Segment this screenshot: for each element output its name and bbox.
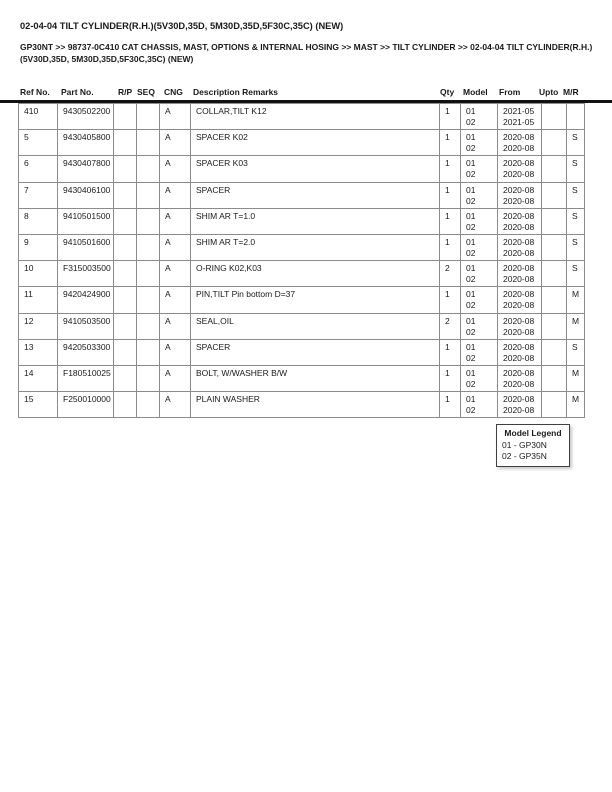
cell-upto [542, 234, 567, 260]
cell-models: 01 02 [461, 287, 498, 313]
model-legend-item: 02 - GP35N [502, 451, 547, 461]
model-legend [496, 424, 570, 467]
cell-models: 01 02 [461, 339, 498, 365]
table-row [19, 365, 585, 391]
cell-part: 9430405800 [58, 130, 114, 156]
cell-desc: SHIM AR T=2.0 [191, 234, 440, 260]
cell-part: 9420503300 [58, 339, 114, 365]
cell-models: 01 02 [461, 182, 498, 208]
cell-models: 01 02 [461, 208, 498, 234]
cell-part: 9430502200 [58, 104, 114, 130]
cell-rp [114, 392, 137, 418]
cell-mr [567, 104, 585, 130]
cell-cng: A [160, 313, 191, 339]
cell-qty: 1 [440, 234, 461, 260]
column-header-ref-no: Ref No. [20, 87, 50, 97]
cell-upto [542, 182, 567, 208]
cell-qty: 2 [440, 313, 461, 339]
cell-from: 2020-08 2020-08 [498, 208, 542, 234]
cell-ref: 5 [19, 130, 58, 156]
cell-ref: 9 [19, 234, 58, 260]
cell-ref: 15 [19, 392, 58, 418]
cell-qty: 1 [440, 104, 461, 130]
cell-part: 9430406100 [58, 182, 114, 208]
cell-desc: SEAL,OIL [191, 313, 440, 339]
cell-upto [542, 287, 567, 313]
cell-desc: SPACER K02 [191, 130, 440, 156]
cell-mr: M [567, 365, 585, 391]
cell-models: 01 02 [461, 234, 498, 260]
cell-seq [137, 104, 160, 130]
cell-qty: 1 [440, 130, 461, 156]
cell-rp [114, 234, 137, 260]
cell-rp [114, 156, 137, 182]
cell-cng: A [160, 339, 191, 365]
cell-desc: SHIM AR T=1.0 [191, 208, 440, 234]
cell-part: 9410501600 [58, 234, 114, 260]
cell-upto [542, 313, 567, 339]
column-header-upto: Upto [539, 87, 559, 97]
table-row [19, 156, 585, 182]
cell-from: 2020-08 2020-08 [498, 182, 542, 208]
cell-desc: BOLT, W/WASHER B/W [191, 365, 440, 391]
column-header-description: Description Remarks [193, 87, 279, 97]
cell-from: 2020-08 2020-08 [498, 130, 542, 156]
cell-upto [542, 261, 567, 287]
table-row [19, 104, 585, 130]
cell-models: 01 02 [461, 156, 498, 182]
cell-desc: O-RING K02,K03 [191, 261, 440, 287]
cell-part: 9420424900 [58, 287, 114, 313]
cell-qty: 1 [440, 156, 461, 182]
cell-cng: A [160, 104, 191, 130]
cell-desc: PIN,TILT Pin bottom D=37 [191, 287, 440, 313]
cell-seq [137, 287, 160, 313]
table-row [19, 208, 585, 234]
cell-models: 01 02 [461, 104, 498, 130]
column-header-rp: R/P [118, 87, 133, 97]
cell-desc: COLLAR,TILT K12 [191, 104, 440, 130]
model-legend-title: Model Legend [504, 428, 562, 438]
cell-rp [114, 339, 137, 365]
cell-part: 9410501500 [58, 208, 114, 234]
cell-upto [542, 365, 567, 391]
cell-ref: 6 [19, 156, 58, 182]
cell-desc: SPACER [191, 182, 440, 208]
cell-mr: M [567, 313, 585, 339]
cell-seq [137, 261, 160, 287]
column-header-model: Model [463, 87, 488, 97]
cell-upto [542, 104, 567, 130]
cell-seq [137, 234, 160, 260]
cell-from: 2020-08 2020-08 [498, 392, 542, 418]
cell-rp [114, 287, 137, 313]
cell-upto [542, 339, 567, 365]
cell-cng: A [160, 130, 191, 156]
cell-rp [114, 182, 137, 208]
page-title: 02-04-04 TILT CYLINDER(R.H.)(5V30D,35D, 5M30D,35D,5F30C,35C) (NEW) [20, 21, 344, 31]
cell-rp [114, 313, 137, 339]
cell-ref: 13 [19, 339, 58, 365]
cell-ref: 7 [19, 182, 58, 208]
cell-rp [114, 208, 137, 234]
cell-mr: M [567, 287, 585, 313]
cell-ref: 14 [19, 365, 58, 391]
column-header-part-no: Part No. [61, 87, 94, 97]
cell-rp [114, 261, 137, 287]
cell-part: F180510025 [58, 365, 114, 391]
cell-seq [137, 130, 160, 156]
cell-from: 2020-08 2020-08 [498, 313, 542, 339]
cell-cng: A [160, 365, 191, 391]
cell-part: F315003500 [58, 261, 114, 287]
cell-part: F250010000 [58, 392, 114, 418]
table-row [19, 182, 585, 208]
column-header-seq: SEQ [137, 87, 155, 97]
cell-seq [137, 182, 160, 208]
column-header-from: From [499, 87, 521, 97]
cell-qty: 1 [440, 208, 461, 234]
table-row [19, 339, 585, 365]
cell-rp [114, 130, 137, 156]
cell-models: 01 02 [461, 365, 498, 391]
table-row [19, 234, 585, 260]
breadcrumb: GP30NT >> 98737-0C410 CAT CHASSIS, MAST, OPTIONS & INTERNAL HOSING >> MAST >> TILT CYLINDER >> 02-04-04 TILT CYLINDER(R.H.)(5V30D,35D, 5M30D,35D,5F30C,35C) (NEW) [20, 42, 593, 64]
cell-part: 9410503500 [58, 313, 114, 339]
cell-upto [542, 392, 567, 418]
table-row [19, 261, 585, 287]
model-legend-items [497, 440, 569, 462]
cell-qty: 2 [440, 261, 461, 287]
cell-ref: 10 [19, 261, 58, 287]
cell-from: 2020-08 2020-08 [498, 287, 542, 313]
cell-qty: 1 [440, 365, 461, 391]
cell-upto [542, 208, 567, 234]
cell-models: 01 02 [461, 313, 498, 339]
cell-from: 2020-08 2020-08 [498, 339, 542, 365]
cell-mr: S [567, 130, 585, 156]
cell-ref: 11 [19, 287, 58, 313]
cell-desc: SPACER K03 [191, 156, 440, 182]
cell-qty: 1 [440, 182, 461, 208]
column-header-mr: M/R [563, 87, 579, 97]
cell-mr: S [567, 339, 585, 365]
cell-desc: SPACER [191, 339, 440, 365]
cell-ref: 12 [19, 313, 58, 339]
cell-part: 9430407800 [58, 156, 114, 182]
table-row [19, 313, 585, 339]
cell-seq [137, 365, 160, 391]
cell-models: 01 02 [461, 261, 498, 287]
cell-upto [542, 156, 567, 182]
table-row [19, 130, 585, 156]
cell-desc: PLAIN WASHER [191, 392, 440, 418]
cell-from: 2020-08 2020-08 [498, 365, 542, 391]
parts-table [18, 103, 585, 418]
cell-upto [542, 130, 567, 156]
cell-seq [137, 313, 160, 339]
cell-from: 2021-05 2021-05 [498, 104, 542, 130]
cell-mr: S [567, 234, 585, 260]
cell-cng: A [160, 234, 191, 260]
cell-cng: A [160, 208, 191, 234]
cell-ref: 8 [19, 208, 58, 234]
model-legend-item: 01 - GP30N [502, 440, 547, 450]
cell-qty: 1 [440, 287, 461, 313]
cell-ref: 410 [19, 104, 58, 130]
cell-from: 2020-08 2020-08 [498, 234, 542, 260]
cell-qty: 1 [440, 339, 461, 365]
cell-rp [114, 104, 137, 130]
cell-seq [137, 208, 160, 234]
cell-cng: A [160, 261, 191, 287]
cell-mr: S [567, 261, 585, 287]
cell-models: 01 02 [461, 392, 498, 418]
cell-mr: S [567, 182, 585, 208]
cell-models: 01 02 [461, 130, 498, 156]
cell-qty: 1 [440, 392, 461, 418]
cell-cng: A [160, 156, 191, 182]
column-header-cng: CNG [164, 87, 183, 97]
cell-seq [137, 156, 160, 182]
cell-seq [137, 392, 160, 418]
cell-cng: A [160, 287, 191, 313]
cell-seq [137, 339, 160, 365]
cell-mr: M [567, 392, 585, 418]
table-row [19, 287, 585, 313]
cell-cng: A [160, 392, 191, 418]
cell-from: 2020-08 2020-08 [498, 261, 542, 287]
cell-mr: S [567, 208, 585, 234]
cell-from: 2020-08 2020-08 [498, 156, 542, 182]
table-row [19, 392, 585, 418]
cell-rp [114, 365, 137, 391]
cell-cng: A [160, 182, 191, 208]
cell-mr: S [567, 156, 585, 182]
column-header-qty: Qty [440, 87, 455, 97]
